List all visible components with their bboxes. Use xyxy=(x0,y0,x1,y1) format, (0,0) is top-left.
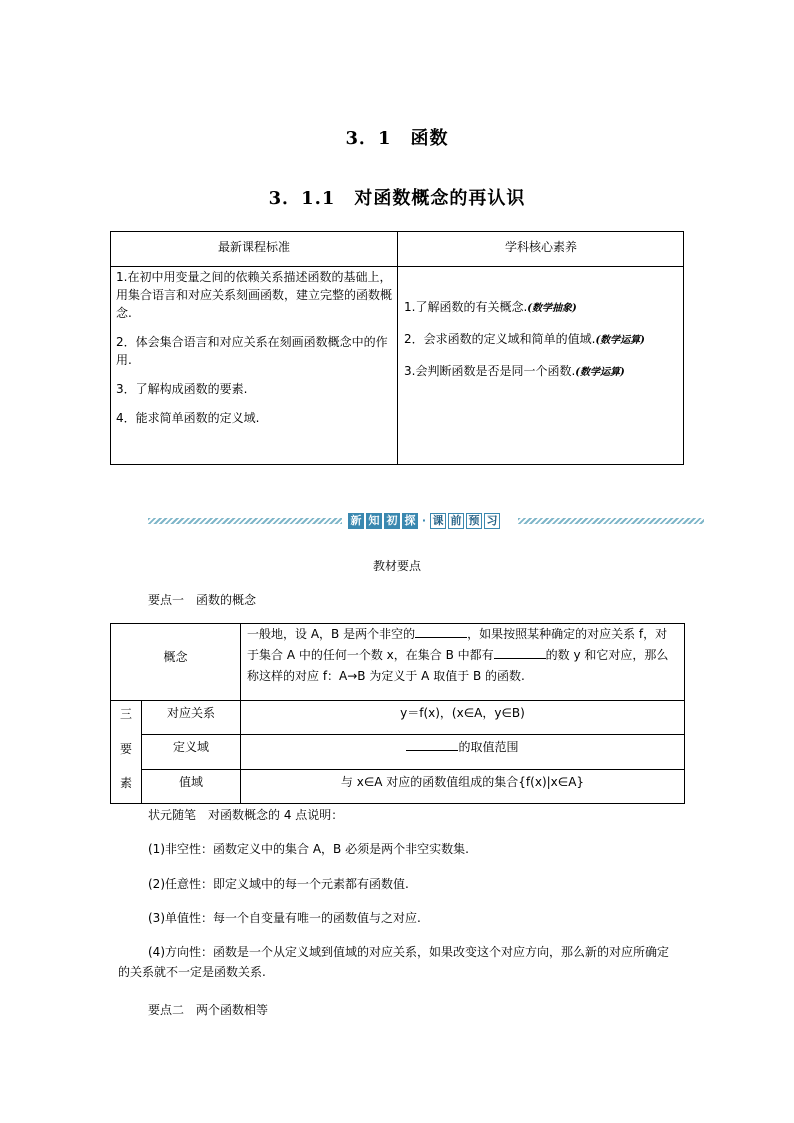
literacy-item: 3.会判断函数是否是同一个函数.(数学运算) xyxy=(404,364,625,378)
point2-title: 要点二 两个函数相等 xyxy=(148,1003,269,1017)
note-item: (1)非空性：函数定义中的集合 A，B 必须是两个非空实数集. xyxy=(148,842,469,856)
standard-item: 4．能求简单函数的定义域. xyxy=(116,411,260,425)
point1-title: 要点一 函数的概念 xyxy=(148,593,257,607)
banner-hatch-left xyxy=(148,518,342,524)
fill-blank xyxy=(406,738,458,751)
banner-hatch-right xyxy=(518,518,704,524)
three-elements-char: 素 xyxy=(119,776,132,790)
section-title: 3．1 函数 xyxy=(345,128,449,149)
table-divider xyxy=(111,700,684,701)
literacy-tag: (数学运算) xyxy=(575,367,625,378)
banner-label xyxy=(348,513,502,529)
standard-item: 2．体会集合语言和对应关系在刻画函数概念中的作用. xyxy=(116,335,388,367)
literacy-tag: (数学运算) xyxy=(595,335,645,346)
section-banner xyxy=(148,512,704,532)
row-label-mapping: 对应关系 xyxy=(166,706,215,720)
standard-item: 1.在初中用变量之间的依赖关系描述函数的基础上，用集合语言和对应关系刻画函数，建立完整的函数概念. xyxy=(116,270,393,320)
three-elements-char: 三 xyxy=(119,707,132,721)
notes-title: 状元随笔 对函数概念的 4 点说明： xyxy=(148,808,344,822)
banner-char: 新 xyxy=(348,513,364,529)
header-literacy: 学科核心素养 xyxy=(504,240,577,254)
concept-label: 概念 xyxy=(163,650,188,664)
standards-list xyxy=(116,268,392,438)
banner-separator: · xyxy=(421,514,427,527)
banner-char: 初 xyxy=(384,513,400,529)
literacy-tag: (数学抽象) xyxy=(527,303,577,314)
concept-text: 一般地，设 A，B 是两个非空的 ，如果按照某种确定的对应关系 f，对于集合 A 中的任何一个数 x，在集合 B 中都有 的数 y 和它对应，那么称这样的对应 f：A→B 为定义于 A 取值于 B 的函数. xyxy=(247,627,669,683)
standards-table xyxy=(110,231,684,465)
row-label-domain: 定义域 xyxy=(172,740,209,754)
literacy-item: 1.了解函数的有关概念.(数学抽象) xyxy=(404,300,577,314)
fill-blank xyxy=(494,646,546,659)
note-item: (2)任意性：即定义域中的每一个元素都有函数值. xyxy=(148,877,409,891)
materials-heading: 教材要点 xyxy=(372,559,421,573)
fill-blank xyxy=(415,625,467,638)
literacy-list xyxy=(404,298,680,394)
banner-char: 预 xyxy=(466,513,482,529)
row-value-mapping: y＝f(x)，(x∈A，y∈B) xyxy=(400,706,525,720)
banner-char: 探 xyxy=(402,513,418,529)
banner-char: 知 xyxy=(366,513,382,529)
row-value-domain: 的取值范围 xyxy=(241,738,684,755)
note-item: (4)方向性：函数是一个从定义域到值域的对应关系，如果改变这个对应方向，那么新的对应所确定的关系就不一定是函数关系. xyxy=(118,945,670,979)
three-elements-char: 要 xyxy=(119,742,132,756)
function-concept-table xyxy=(110,623,685,804)
subsection-title: 3．1.1 对函数概念的再认识 xyxy=(268,188,526,209)
table-divider xyxy=(111,266,683,267)
banner-char: 课 xyxy=(430,513,446,529)
banner-char: 前 xyxy=(448,513,464,529)
header-standards: 最新课程标准 xyxy=(217,240,290,254)
banner-char: 习 xyxy=(484,513,500,529)
table-divider xyxy=(240,624,241,700)
row-label-range: 值域 xyxy=(178,775,203,789)
literacy-item: 2．会求函数的定义域和简单的值域.(数学运算) xyxy=(404,332,645,346)
table-divider xyxy=(141,769,684,770)
standard-item: 3．了解构成函数的要素. xyxy=(116,382,248,396)
table-divider xyxy=(141,734,684,735)
row-value-range: 与 x∈A 对应的函数值组成的集合{f(x)|x∈A} xyxy=(340,775,585,789)
note-item: (3)单值性：每一个自变量有唯一的函数值与之对应. xyxy=(148,911,421,925)
